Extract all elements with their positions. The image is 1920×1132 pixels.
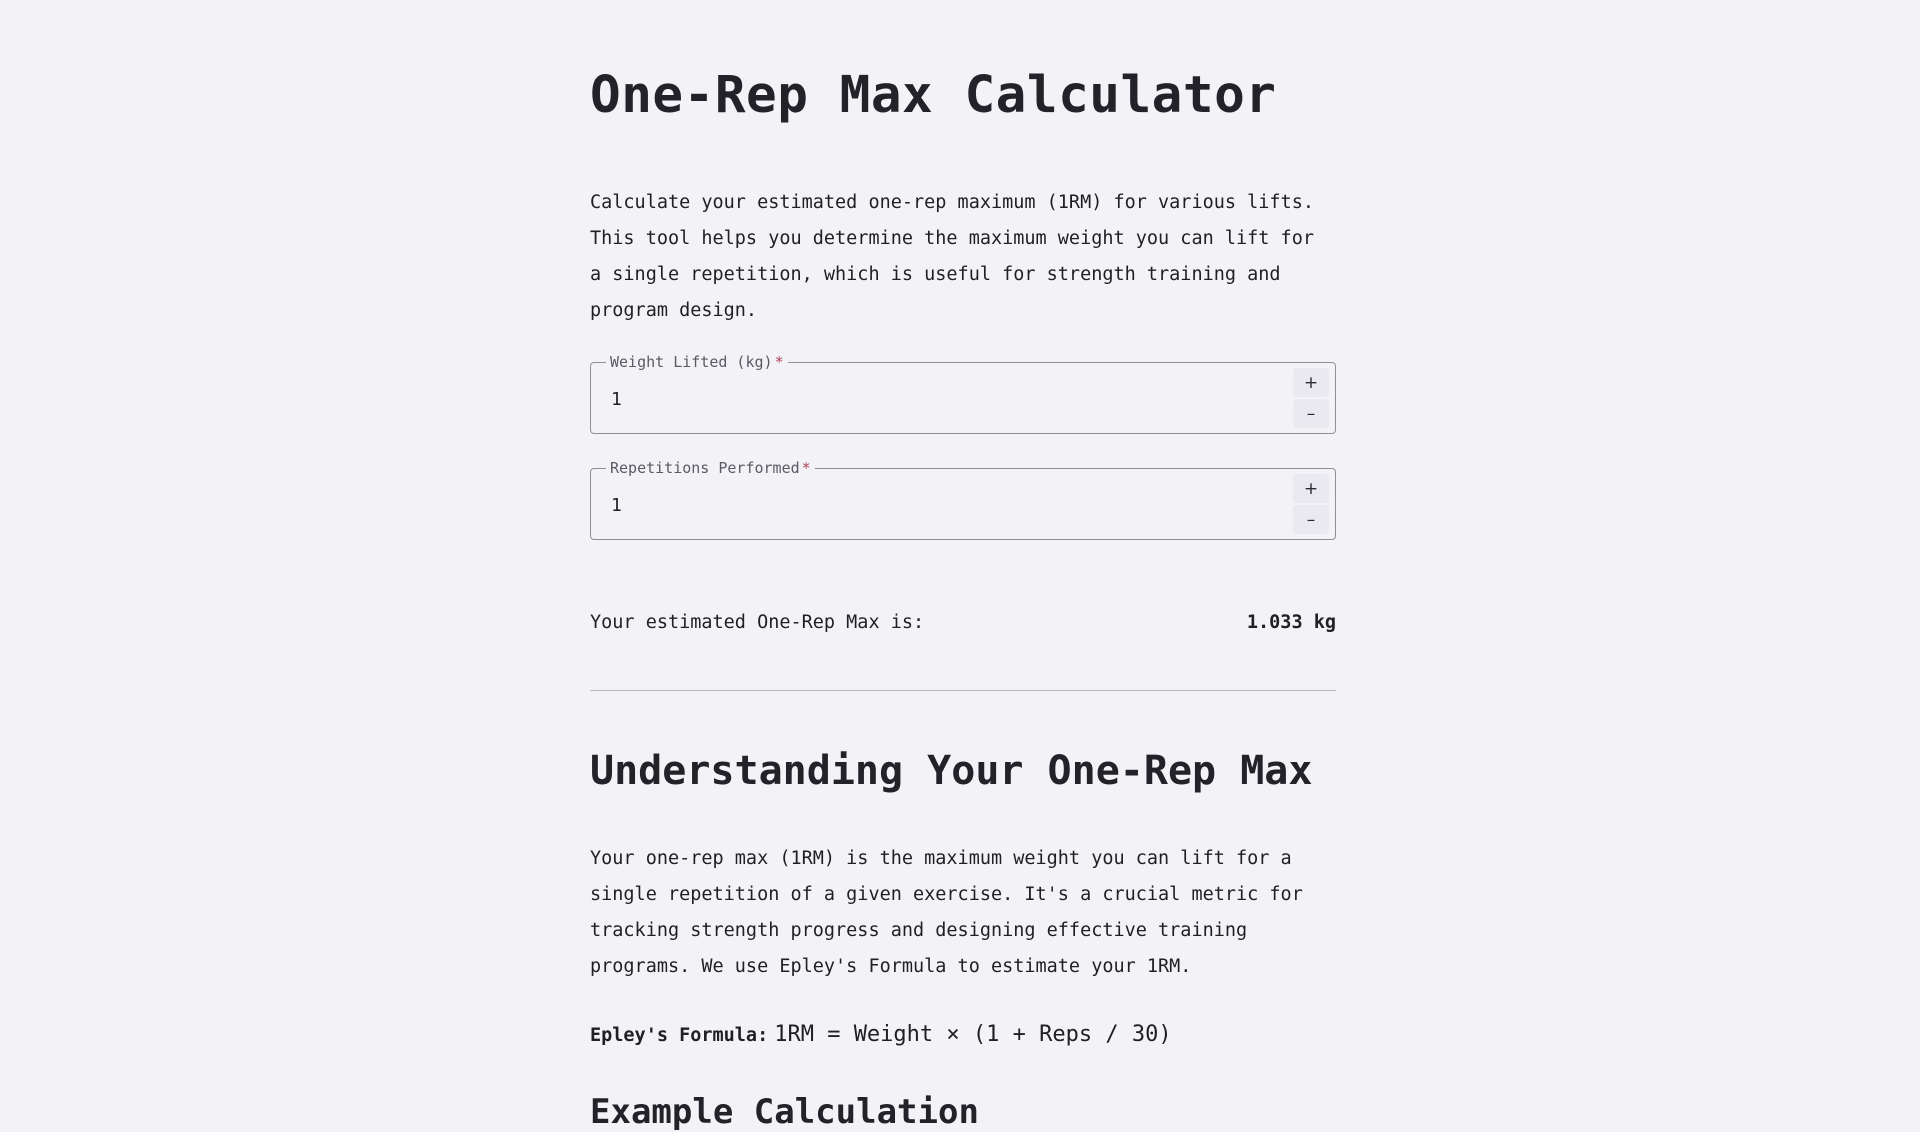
weight-stepper	[1293, 368, 1329, 428]
formula	[590, 1022, 1172, 1047]
required-marker: *	[801, 459, 811, 477]
section-divider	[590, 690, 1336, 691]
understanding-text: Your one-rep max (1RM) is the maximum weight you can lift for a single repetition of a given exercise. It's a crucial metric for tracking strength progress and designing effective training programs. We use Epley's Formula to estimate your 1RM.	[590, 848, 1303, 977]
weight-field-label: Weight Lifted (kg) *	[606, 352, 788, 372]
result-label: Your estimated One-Rep Max is:	[590, 612, 925, 633]
reps-decrement-button[interactable]: –	[1293, 505, 1329, 534]
reps-field-label: Repetitions Performed *	[606, 458, 815, 478]
reps-increment-button[interactable]: +	[1293, 474, 1329, 503]
page-title: One-Rep Max Calculator	[590, 66, 1277, 125]
result-row	[590, 612, 1336, 633]
reps-stepper	[1293, 474, 1329, 534]
understanding-heading: Understanding Your One-Rep Max	[590, 748, 1313, 794]
required-marker: *	[774, 353, 784, 371]
weight-decrement-button[interactable]: –	[1293, 399, 1329, 428]
weight-increment-button[interactable]: +	[1293, 368, 1329, 397]
result-value: 1.033 kg	[1246, 612, 1336, 633]
weight-field	[590, 353, 1336, 434]
formula-label: Epley's Formula:	[590, 1025, 769, 1046]
reps-field	[590, 459, 1336, 540]
formula-expression: 1RM = Weight × (1 + Reps / 30)	[774, 1022, 1172, 1047]
intro-text: Calculate your estimated one-rep maximum (1RM) for various lifts. This tool helps you determine the maximum weight you can lift for a single repetition, which is useful for strength training and program design.	[590, 192, 1314, 321]
weight-input[interactable]	[611, 385, 1251, 413]
reps-input[interactable]	[611, 491, 1251, 519]
example-heading: Example Calculation	[590, 1092, 979, 1132]
